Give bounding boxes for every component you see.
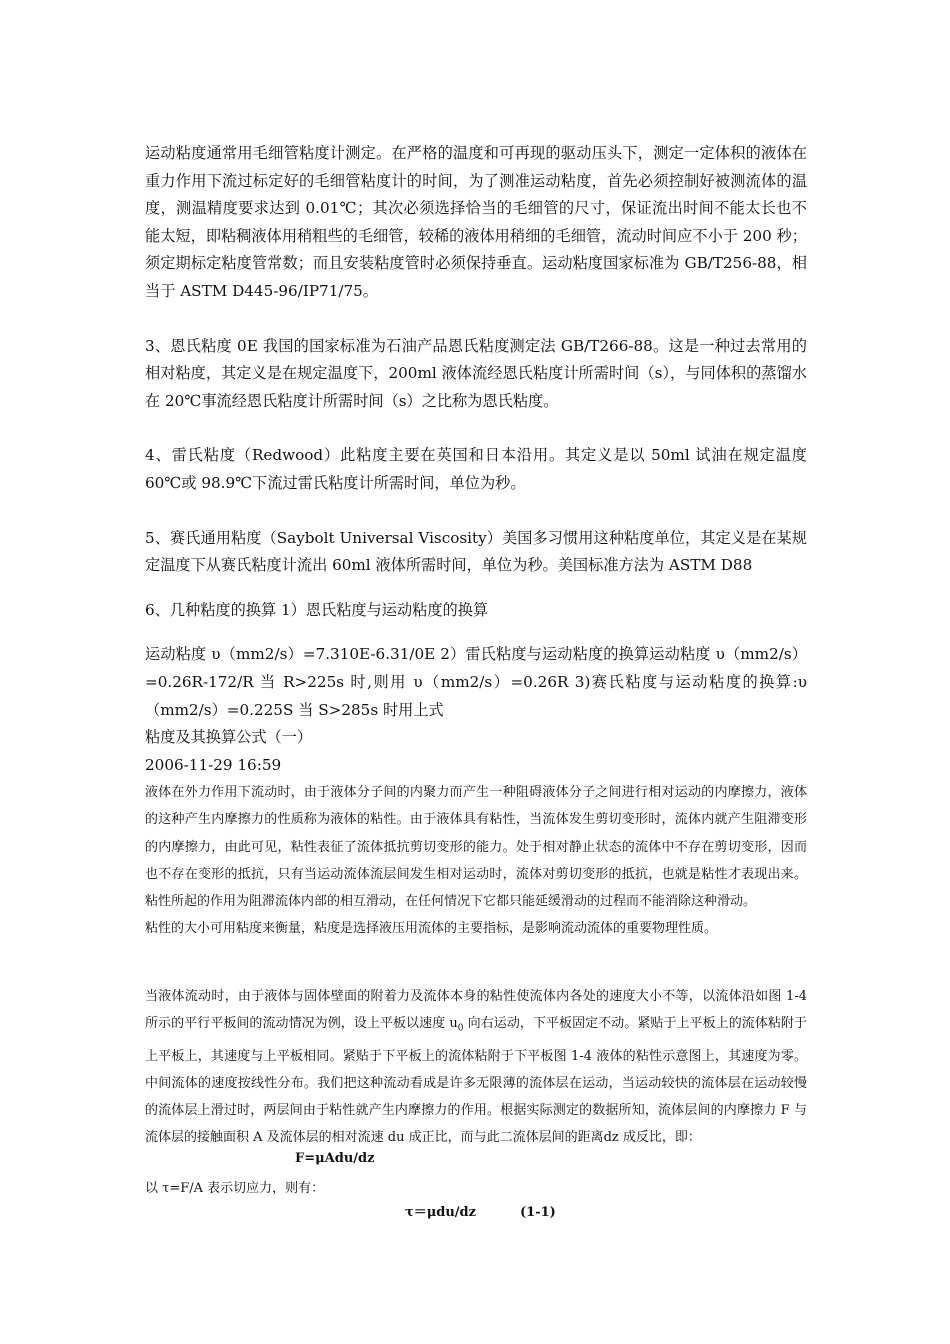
kinematic-viscosity-paragraph: 运动粘度通常用毛细管粘度计测定。在严格的温度和可再现的驱动压头下，测定一定体积的液体在重力作用下流过标定好的毛细管粘度计的时间，为了测准运动粘度，首先必须控制好被测流体的温度，测温精度要求达到 0.01℃；其次必须选择恰当的毛细管的尺寸，保证流出时间不能太长也不能太短，即粘稠液体用稍粗些的毛细管，较稀的液体用稍细的毛细管，流动时间应不小于 200 秒；须定期标定粘度管常数；而且安装粘度管时必须保持垂直。运动粘度国家标准为 GB/T256-88，相当于 ASTM D445-96/IP71/75。 <box>145 144 807 300</box>
shear-stress-formula <box>405 1201 556 1220</box>
saybolt-viscosity-paragraph: 5、赛氏通用粘度（Saybolt Universal Viscosity）美国多习惯用这种粘度单位，其定义是在某规定温度下从赛氏粘度计流出 60ml 液体所需时间，单位为秒。美国标准方法为 ASTM D88 <box>145 528 807 575</box>
viscosity-measure-paragraph: 粘性的大小可用粘度来衡量，粘度是选择液压用流体的主要指标，是影响流动流体的重要物理性质。 <box>145 921 718 937</box>
conversion-formulas: 运动粘度 υ（mm2/s）=7.310E-6.31/0E 2）雷氏粘度与运动粘度的换算运动粘度 υ（mm2/s）=0.26R-172/R 当 R>225s 时,则用 υ（mm2/s）=0.26R 3)赛氏粘度与运动粘度的换算:υ（mm2/s）=0.225S 当 S>285s 时用上式 <box>145 645 807 719</box>
equation-number: (1-1) <box>520 1205 556 1220</box>
article-title: 粘度及其换算公式（一） <box>145 728 313 747</box>
redwood-viscosity-paragraph: 4、雷氏粘度（Redwood）此粘度主要在英国和日本沿用。其定义是以 50ml 试油在规定温度 60℃或 98.9℃下流过雷氏粘度计所需时间，单位为秒。 <box>145 446 807 492</box>
shear-stress-equation: τ＝μdu/dz <box>405 1205 477 1220</box>
article-date: 2006-11-29 16:59 <box>145 755 282 774</box>
conversion-heading: 6、几种粘度的换算 1）恩氏粘度与运动粘度的换算 <box>145 600 489 619</box>
fluid-flow-text-1: 当液体流动时，由于液体与固体壁面的附着力及流体本身的粘性使流体内各处的速度大小不等，以流体沿如图 1-4 所示的平行平板间的流动情况为例，设上平板以速度 u <box>145 988 807 1031</box>
viscosity-definition-paragraph: 液体在外力作用下流动时，由于液体分子间的内聚力而产生一种阻碍液体分子之间进行相对运动的内摩擦力，液体的这种产生内摩擦力的性质称为液体的粘性。由于液体具有粘性，当流体发生剪切变形时，流体内就产生阻滞变形的内摩擦力，由此可见，粘性表征了流体抵抗剪切变形的能力。处于相对静止状态的流体中不存在剪切变形，因而也不存在变形的抵抗，只有当运动流体流层间发生相对运动时，流体对剪切变形的抵抗，也就是粘性才表现出来。粘性所起的作用为阻滞流体内部的相互滑动，在任何情况下它都只能延缓滑动的过程而不能消除这种滑动。 <box>145 785 807 910</box>
velocity-subscript: 0 <box>457 1023 464 1034</box>
shear-stress-intro: 以 τ=F/A 表示切应力，则有： <box>145 1181 325 1196</box>
engler-viscosity-paragraph: 3、恩氏粘度 0E 我国的国家标准为石油产品恩氏粘度测定法 GB/T266-88。这是一种过去常用的相对粘度，其定义是在规定温度下，200ml 液体流经恩氏粘度计所需时间（s），与同体积的蒸馏水在 20℃事流经恩氏粘度计所需时间（s）之比称为恩氏粘度。 <box>145 336 807 410</box>
fluid-flow-text-2: 向右运动，下平板固定不动。紧贴于上平板上的流体粘附于上平板上，其速度与上平板相同。紧贴于下平板上的流体粘附于下平板图 1-4 液体的粘性示意图上，其速度为零。中间流体的速度按线性分布。我们把这种流动看成是许多无限薄的流体层在运动，当运动较快的流体层在运动较慢的流体层上滑过时，两层间由于粘性就产生内摩擦力的作用。根据实际测定的数据所知，流体层间的内摩擦力 F 与流体层的接触面积 A 及流体层的相对流速 du 成正比，而与此二流体层间的距离dz 成反比，即： <box>145 1015 807 1146</box>
friction-force-formula: F=μAdu/dz <box>295 1151 375 1166</box>
fluid-flow-paragraph <box>145 983 807 1152</box>
document-body <box>145 140 807 1151</box>
